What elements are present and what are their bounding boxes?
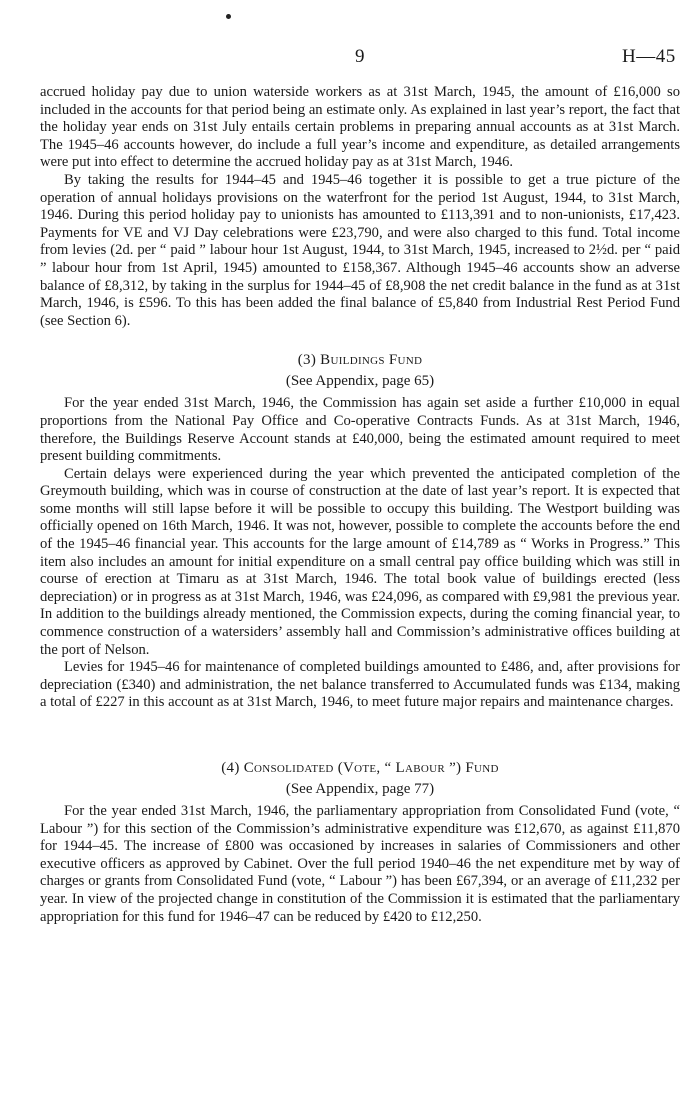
section-heading-consolidated-fund: (4) Consolidated (Vote, “ Labour ”) Fund (221, 760, 499, 776)
section-heading-buildings-fund: (3) Buildings Fund (297, 352, 423, 369)
paragraph-building-delays: Certain delays were experienced during the year which prevented the anticipated completion of the Greymouth building, which was in course of construction at the date of last year’s report. It is expected that some months will still lapse before it will be possible to occupy this building. The Westport building was officially opened on 16th March, 1946. It was not, however, possible to complete the accounts before the end of the 1945–46 financial year. This accounts for the large amount of £14,789 as “ Works in Progress.” This item also includes an amount for initial expenditure on a small central pay office building which was still in course of erection at Timaru as at 31st March, 1946. The total book value of buildings erected (less depreciation) or in progress as at 31st March, 1946, was £24,096, as compared with £9,981 the previous year. In addition to the buildings already mentioned, the Commission expects, during the coming financial year, to commence construction of a watersiders’ assembly hall and Commission’s administrative offices building at the port of Nelson. (40, 465, 680, 658)
paragraph-holiday-results: By taking the results for 1944–45 and 1945–46 together it is possible to get a true picture of the operation of annual holidays provisions on the waterfront for the period 1st August, 1944, to 31st March, 1946. During this period holiday pay to unionists has amounted to £113,391 and to non-unionists, £17,423. Payments for VE and VJ Day celebrations were £23,790, and were also charged to this fund. Total income from levies (2d. per “ paid ” labour hour 1st August, 1944, to 31st March, 1945, increased to 2½d. per “ paid ” labour hour from 1st April, 1945) amounted to £158,367. Although 1945–46 accounts show an adverse balance of £8,312, by taking in the surplus for 1944–45 of £8,908 the net credit balance in the fund as at 31st March, 1946, is £596. To this has been added the final balance of £5,840 from Industrial Rest Period Fund (see Section 6). (40, 171, 680, 329)
paragraph-parliamentary-appropriation: For the year ended 31st March, 1946, the parliamentary appropriation from Consolidated Fund (vote, “ Labour ”) for this section of the Commission’s administrative expenditure was £12,670, as against £11,870 for 1944–45. The increase of £800 was occasioned by increases in salaries of Commissioners and other executive officers as approved by Cabinet. Over the full period 1940–46 the net expenditure met by way of charges or grants from Consolidated Fund (vote, “ Labour ”) has been £67,394, or an average of £11,232 per year. In view of the projected change in constitution of the Commission it is estimated that the parliamentary appropriation for this fund for 1946–47 can be reduced by £420 to £12,250. (40, 803, 680, 925)
paragraph-accrued-holiday-pay: accrued holiday pay due to union waterside workers as at 31st March, 1945, the amount of £16,000 so included in the accounts for that period being an estimate only. As explained in last year’s report, the fact that the holiday year ends on 31st July entails certain problems in preparing annual accounts as at 31st March. The 1945–46 accounts however, do include a full year’s income and expenditure, as detailed arrangements were put into effect to determine the accrued holiday pay as at 31st March, 1946. (40, 84, 680, 171)
ink-dot (226, 14, 231, 19)
document-body (40, 84, 680, 926)
paragraph-maintenance-levies: Levies for 1945–46 for maintenance of completed buildings amounted to £486, and, after provisions for depreciation (£340) and administration, the net balance transferred to Accumulated funds was £134, making a total of £227 in this account as at 31st March, 1946, to meet future major repairs and maintenance charges. (40, 659, 680, 711)
paragraph-buildings-reserve: For the year ended 31st March, 1946, the Commission has again set aside a further £10,000 in equal proportions from the National Pay Office and Co-operative Contracts Funds. As at 31st March, 1946, therefore, the Buildings Reserve Account stands at £40,000, being the estimated amount required to meet present building commitments. (40, 395, 680, 465)
page-number: 9 (355, 46, 365, 67)
section-appendix-ref-buildings: (See Appendix, page 65) (285, 373, 435, 390)
section-appendix-ref-consolidated: (See Appendix, page 77) (285, 781, 435, 797)
report-reference: H—45 (622, 46, 676, 67)
